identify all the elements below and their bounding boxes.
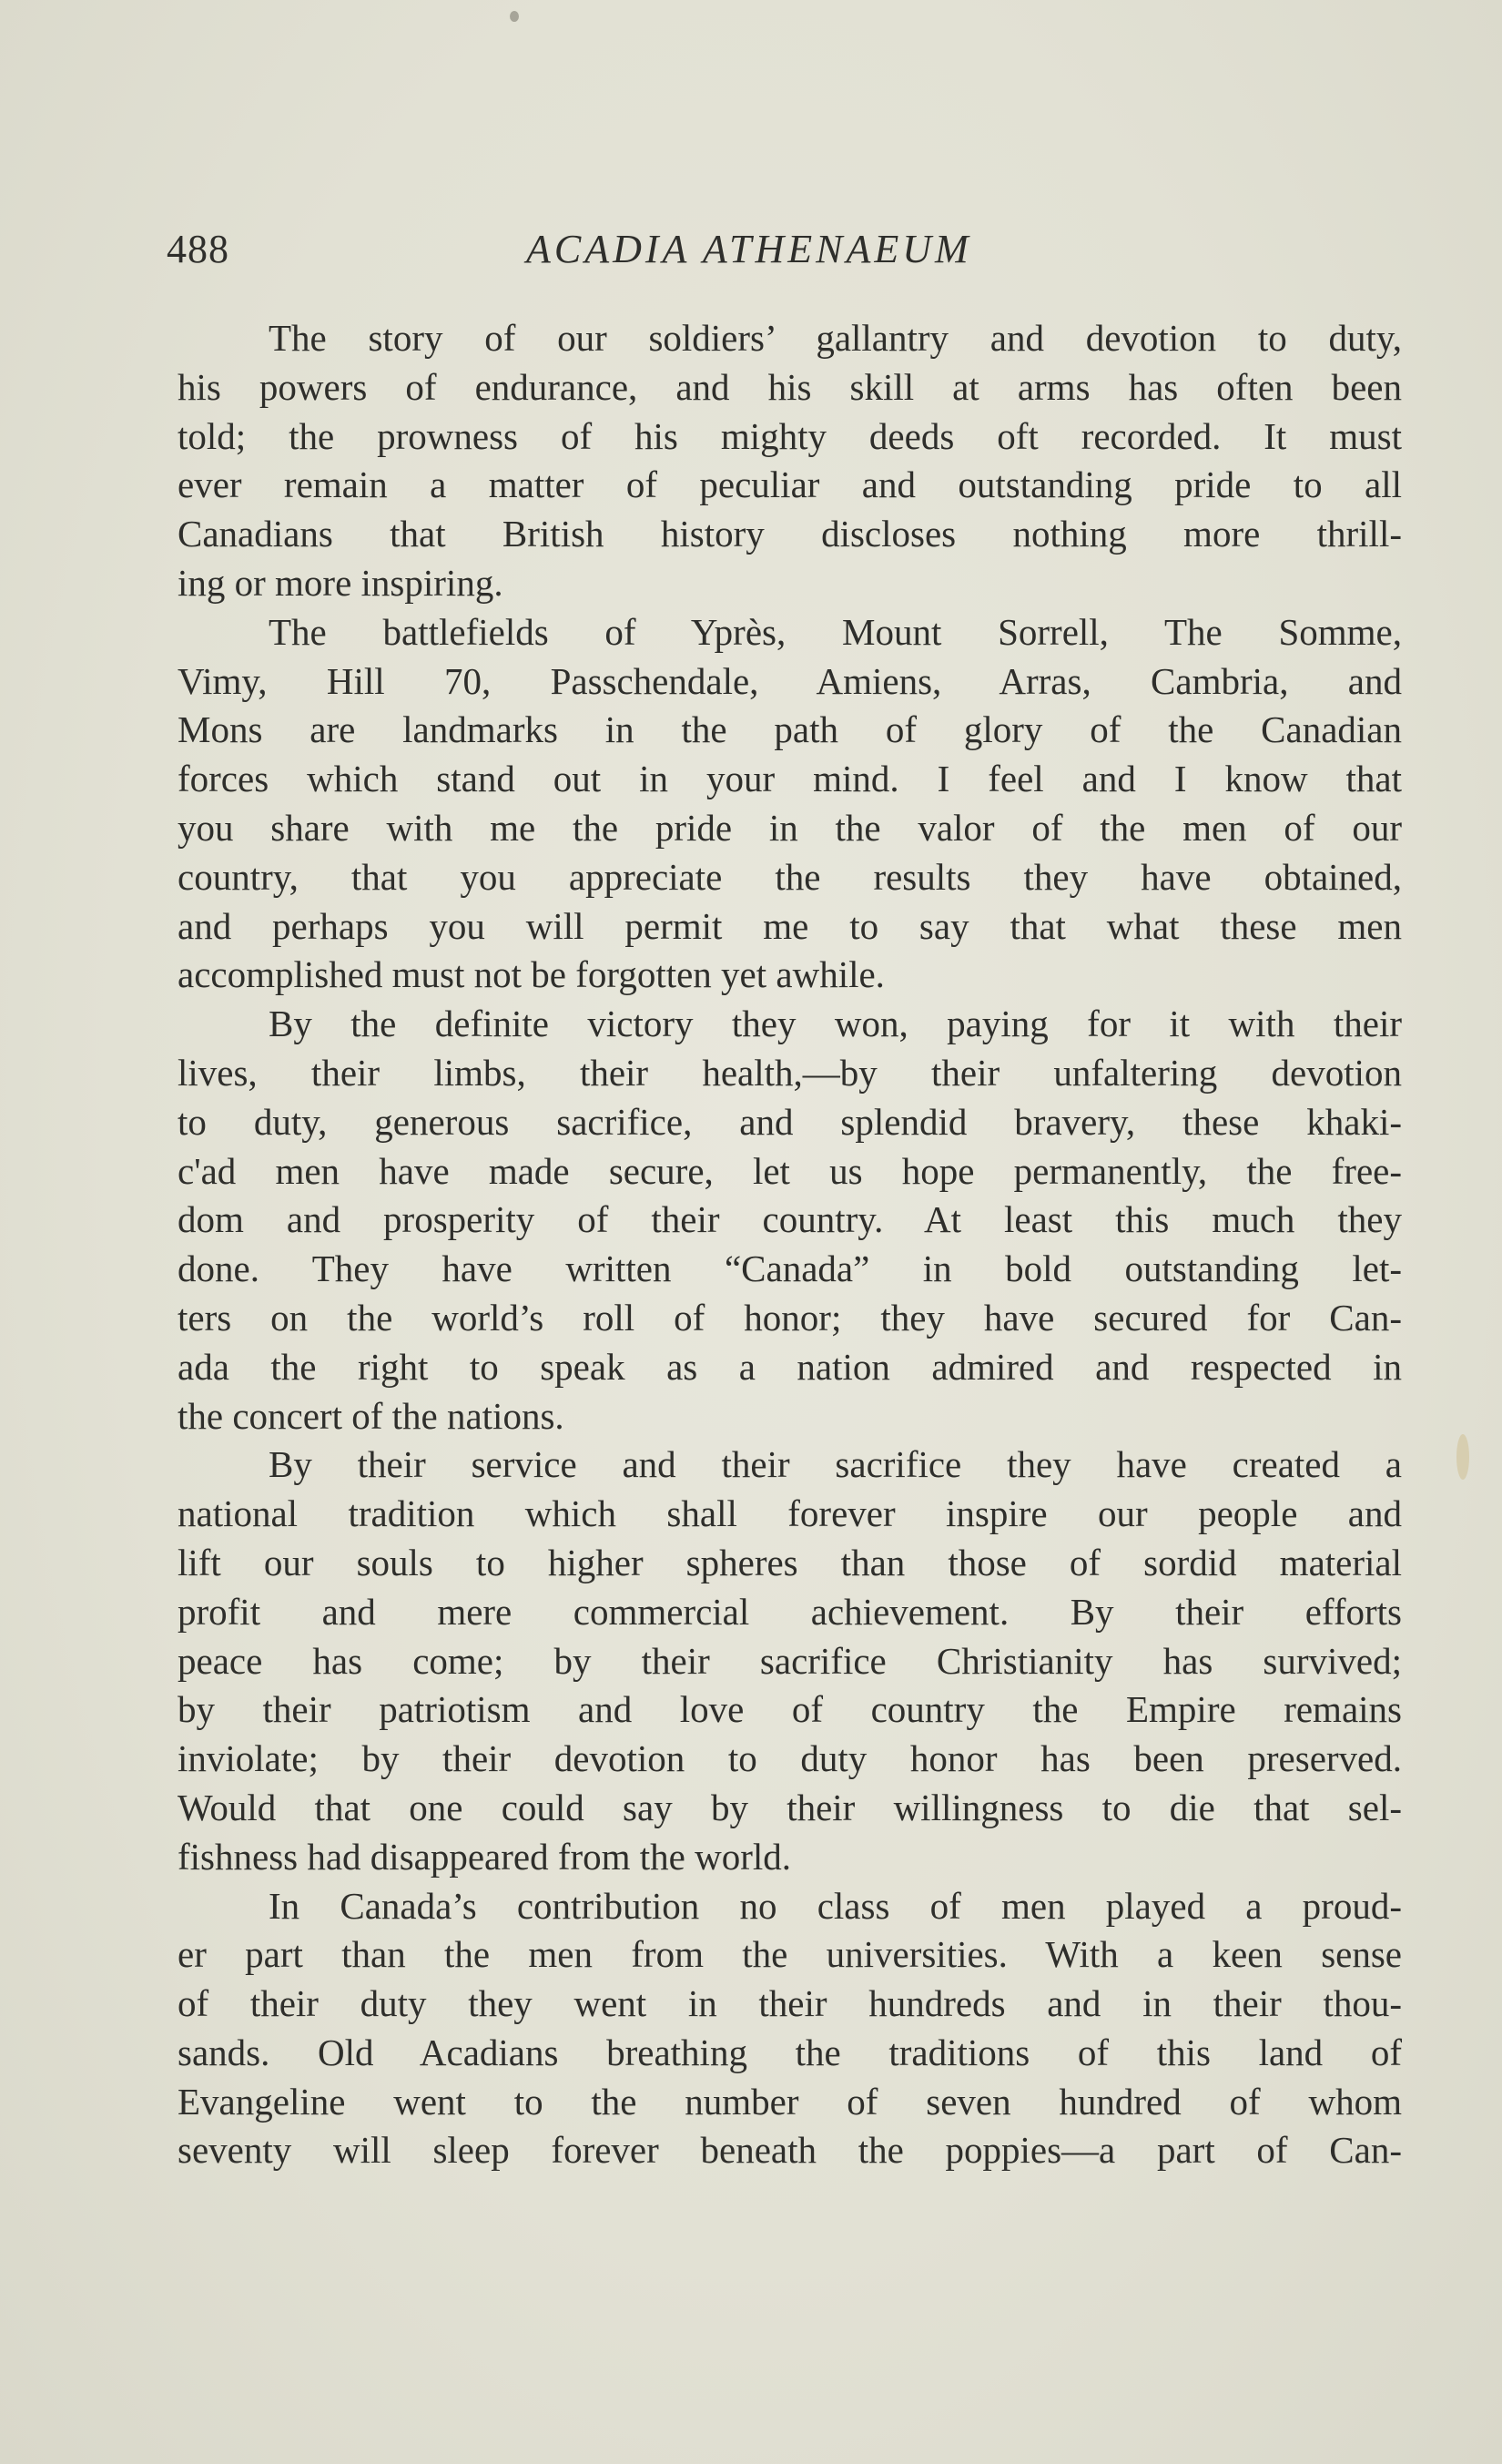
text-line: ever remain a matter of peculiar and outstanding pride to all: [178, 463, 1402, 506]
text-line: done. They have written “Canada” in bold outstanding let-: [178, 1247, 1402, 1290]
text-line: lift our souls to higher spheres than those of sordid material: [178, 1541, 1402, 1583]
page-number: 488: [167, 227, 229, 271]
text-line: The story of our soldiers’ gallantry and devotion to duty,: [269, 317, 1402, 359]
text-line: ing or more inspiring.: [178, 561, 503, 604]
text-line: By the definite victory they won, paying for it with their: [269, 1003, 1402, 1045]
text-line: ters on the world’s roll of honor; they have secured for Can-: [178, 1296, 1402, 1339]
text-line: country, that you appreciate the results they have obtained,: [178, 855, 1402, 898]
text-line: of their duty they went in their hundreds and in their thou-: [178, 1982, 1402, 2025]
text-line: to duty, generous sacrifice, and splendid bravery, these khaki-: [178, 1100, 1402, 1143]
paragraph: [178, 314, 1402, 608]
text-line: Mons are landmarks in the path of glory of the Canadian: [178, 708, 1402, 751]
paragraph: [178, 1000, 1402, 1441]
paragraph: [178, 1882, 1402, 2176]
text-line: Canadians that British history discloses nothing more thrill-: [178, 513, 1402, 555]
text-line: Vimy, Hill 70, Passchendale, Amiens, Arras, Cambria, and: [178, 659, 1402, 702]
running-head: [167, 226, 1405, 280]
text-line: and perhaps you will permit me to say that what these men: [178, 904, 1402, 947]
text-line: forces which stand out in your mind. I feel and I know that: [178, 758, 1402, 800]
text-line: inviolate; by their devotion to duty honor has been preserved.: [178, 1737, 1402, 1780]
text-line: peace has come; by their sacrifice Christianity has survived;: [178, 1639, 1402, 1682]
text-line: by their patriotism and love of country the Empire remains: [178, 1688, 1402, 1731]
text-line: you share with me the pride in the valor of the men of our: [178, 806, 1402, 849]
body-text: [178, 314, 1402, 2175]
text-line: In Canada’s contribution no class of men played a proud-: [269, 1884, 1402, 1927]
text-line: ada the right to speak as a nation admired and respected in: [178, 1345, 1402, 1388]
text-line: the concert of the nations.: [178, 1394, 564, 1437]
text-line: By their service and their sacrifice they have created a: [269, 1443, 1402, 1486]
text-line: Evangeline went to the number of seven hundred of whom: [178, 2080, 1402, 2123]
text-line: lives, their limbs, their health,—by their unfaltering devotion: [178, 1051, 1402, 1094]
paper-stain: [1456, 1434, 1469, 1480]
text-line: sands. Old Acadians breathing the traditions of this land of: [178, 2031, 1402, 2073]
text-line: his powers of endurance, and his skill at arms has often been: [178, 365, 1402, 408]
text-line: profit and mere commercial achievement. By their efforts: [178, 1590, 1402, 1633]
text-line: national tradition which shall forever inspire our people and: [178, 1492, 1402, 1535]
paragraph: [178, 1441, 1402, 1881]
journal-title: ACADIA ATHENAEUM: [526, 227, 972, 271]
text-line: c'ad men have made secure, let us hope permanently, the free-: [178, 1149, 1402, 1192]
paragraph: [178, 608, 1402, 1000]
text-line: The battlefields of Yprès, Mount Sorrell, The Somme,: [269, 610, 1402, 653]
text-line: fishness had disappeared from the world.: [178, 1835, 792, 1878]
speck-mark: [510, 11, 519, 22]
text-line: Would that one could say by their willingness to die that sel-: [178, 1786, 1402, 1828]
text-line: dom and prosperity of their country. At least this much they: [178, 1198, 1402, 1241]
text-line: er part than the men from the universities. With a keen sense: [178, 1933, 1402, 1976]
text-line: accomplished must not be forgotten yet awhile.: [178, 953, 885, 996]
text-line: told; the prowness of his mighty deeds oft recorded. It must: [178, 414, 1402, 457]
text-line: seventy will sleep forever beneath the poppies—a part of Can-: [178, 2129, 1402, 2172]
